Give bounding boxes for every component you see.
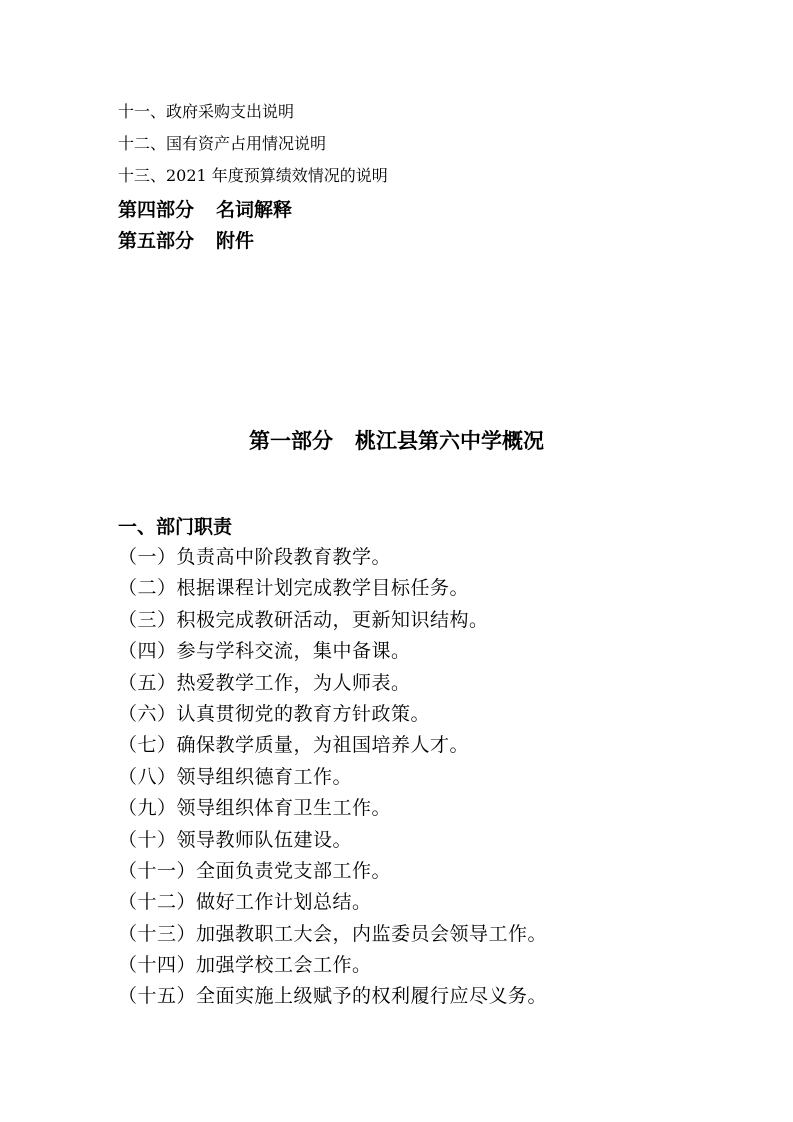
toc-item-12: 十二、国有资产占用情况说明	[118, 134, 327, 153]
duty-item: （六）认真贯彻党的教育方针政策。	[118, 702, 431, 725]
duty-item: （三）积极完成教研活动，更新知识结构。	[118, 608, 489, 631]
duty-item: （十四）加强学校工会工作。	[118, 954, 372, 977]
section-heading-duties: 一、部门职责	[118, 516, 233, 538]
duty-item: （十二）做好工作计划总结。	[118, 891, 372, 914]
duties-list	[118, 542, 547, 1013]
duty-item: （十五）全面实施上级赋予的权利履行应尽义务。	[118, 985, 548, 1008]
duty-item: （十）领导教师队伍建设。	[118, 828, 353, 851]
duty-item: （十一）全面负责党支部工作。	[118, 859, 392, 882]
toc-part-five-title: 附件	[216, 230, 255, 252]
toc-part-four-label: 第四部分	[118, 199, 195, 221]
toc-part-four-title: 名词解释	[216, 199, 293, 221]
toc-item-13: 十三、2021 年度预算绩效情况的说明	[118, 166, 388, 185]
part-one-label: 第一部分	[249, 429, 333, 453]
toc-part-four	[118, 198, 292, 222]
duty-item: （二）根据课程计划完成教学目标任务。	[118, 577, 470, 600]
duty-item: （四）参与学科交流，集中备课。	[118, 640, 411, 663]
duty-item: （七）确保教学质量，为祖国培养人才。	[118, 734, 470, 757]
part-one-heading	[0, 427, 793, 455]
toc-item-11: 十一、政府采购支出说明	[118, 102, 295, 121]
toc-part-five-label: 第五部分	[118, 230, 195, 252]
toc-part-five	[118, 229, 254, 253]
duty-item: （十三）加强教职工大会，内监委员会领导工作。	[118, 922, 548, 945]
duty-item: （五）热爱教学工作，为人师表。	[118, 671, 411, 694]
duty-item: （一）负责高中阶段教育教学。	[118, 546, 392, 568]
duty-item: （九）领导组织体育卫生工作。	[118, 797, 392, 820]
part-one-title: 桃江县第六中学概况	[355, 429, 544, 453]
duty-item: （八）领导组织德育工作。	[118, 765, 353, 788]
